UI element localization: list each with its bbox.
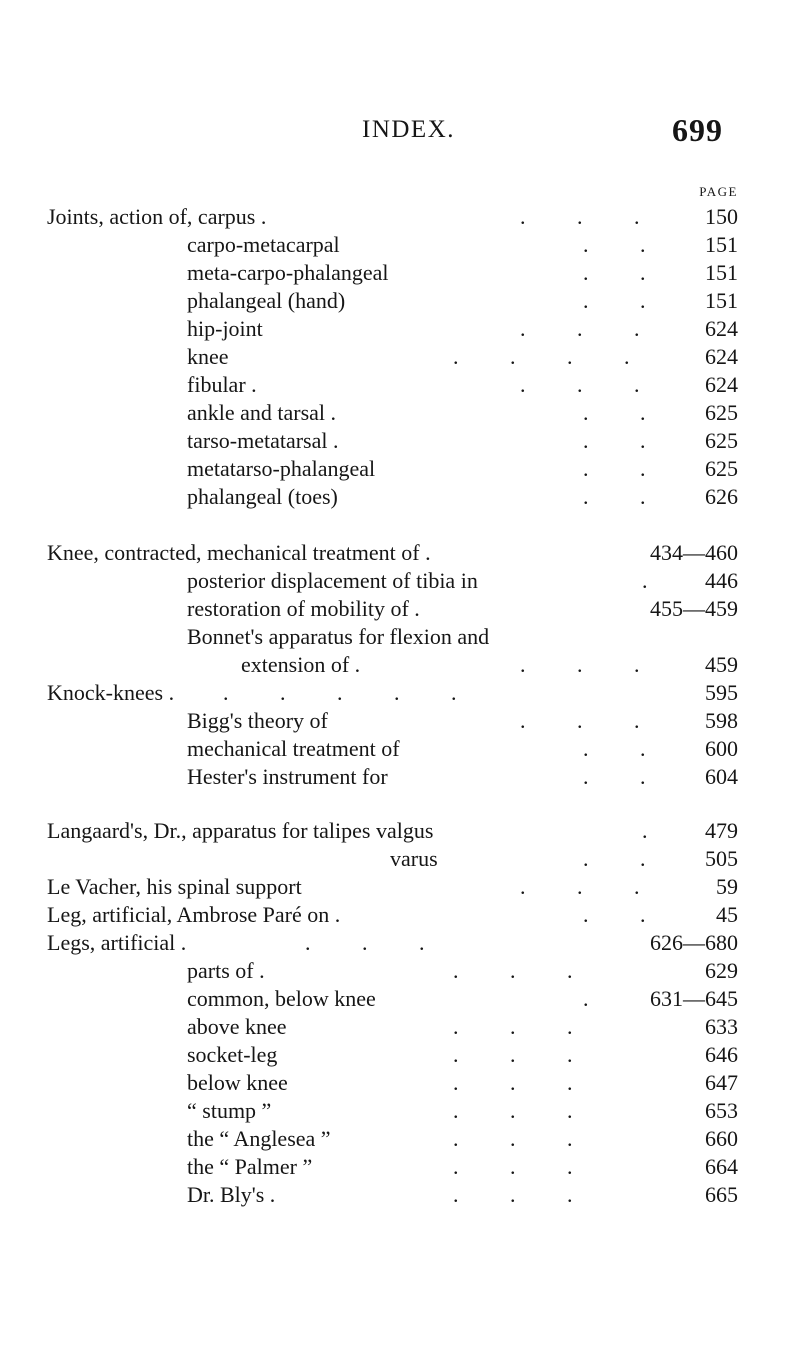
page-reference: 45	[716, 902, 738, 927]
index-entry	[0, 956, 801, 985]
page-number: 699	[672, 112, 723, 148]
index-entry	[0, 202, 801, 231]
entry-heading: socket-leg	[187, 1042, 278, 1067]
entry-heading: parts of .	[187, 958, 265, 983]
index-entry	[0, 928, 801, 957]
dot-leader: . . .	[453, 1042, 573, 1067]
entry-heading: Bonnet's apparatus for flexion and	[187, 624, 490, 649]
dot-leader: . . . . .	[223, 680, 457, 705]
entry-heading: Le Vacher, his spinal support	[47, 874, 302, 899]
dot-leader: . . .	[520, 874, 640, 899]
index-entry	[0, 594, 801, 623]
page-reference: 151	[705, 232, 738, 257]
page-reference: 624	[705, 344, 738, 369]
page-reference: 598	[705, 708, 738, 733]
index-entry	[0, 706, 801, 735]
entry-heading: restoration of mobility of .	[187, 596, 420, 621]
entry-heading: below knee	[187, 1070, 288, 1095]
entry-heading: the “ Anglesea ”	[187, 1126, 331, 1151]
dot-leader: . . .	[453, 1014, 573, 1039]
index-entry	[0, 1096, 801, 1125]
page-reference: 647	[705, 1070, 738, 1095]
entry-heading: Joints, action of, carpus .	[47, 204, 267, 229]
entry-heading: ankle and tarsal .	[187, 400, 337, 425]
dot-leader: . . .	[520, 204, 640, 229]
entry-heading: meta-carpo-phalangeal	[187, 260, 389, 285]
entry-heading: phalangeal (hand)	[187, 288, 346, 313]
index-entry	[0, 314, 801, 343]
page-reference: 624	[705, 372, 738, 397]
index-entry	[0, 762, 801, 791]
page-reference: 479	[705, 818, 738, 843]
dot-leader: . .	[583, 400, 646, 425]
dot-leader: . . .	[520, 652, 640, 677]
page-reference: 150	[705, 204, 738, 229]
entry-heading: tarso-metatarsal .	[187, 428, 339, 453]
entry-heading: above knee	[187, 1014, 287, 1039]
index-entry	[0, 398, 801, 427]
index-entry	[0, 816, 801, 845]
page-reference: 59	[716, 874, 738, 899]
index-entry	[0, 258, 801, 287]
page-reference: 624	[705, 316, 738, 341]
page-reference: 455—459	[650, 596, 738, 621]
dot-leader: . . .	[520, 708, 640, 733]
entry-heading: varus	[390, 846, 438, 871]
index-entry	[0, 230, 801, 259]
index-entry	[0, 1040, 801, 1069]
entry-heading: hip-joint	[187, 316, 263, 341]
page-reference: 653	[705, 1098, 738, 1123]
page-reference: 660	[705, 1126, 738, 1151]
index-entry	[0, 538, 801, 567]
index-entry	[0, 622, 801, 651]
dot-leader: . . .	[453, 1154, 573, 1179]
entry-heading: common, below knee	[187, 986, 376, 1011]
dot-leader: . .	[583, 484, 646, 509]
index-entry	[0, 900, 801, 929]
index-entry	[0, 1152, 801, 1181]
page-reference: 665	[705, 1182, 738, 1207]
page-reference: 446	[705, 568, 738, 593]
index-entry	[0, 370, 801, 399]
page-reference: 459	[705, 652, 738, 677]
dot-leader: . . . .	[453, 344, 630, 369]
index-entry	[0, 1068, 801, 1097]
page-reference: 434—460	[650, 540, 738, 565]
dot-leader: . .	[583, 260, 646, 285]
page-reference: 646	[705, 1042, 738, 1067]
entry-heading: Leg, artificial, Ambrose Paré on .	[47, 902, 341, 927]
index-entry	[0, 872, 801, 901]
page-reference: 633	[705, 1014, 738, 1039]
dot-leader: . . .	[453, 1126, 573, 1151]
page-reference: 625	[705, 428, 738, 453]
dot-leader: . .	[583, 288, 646, 313]
entry-heading: fibular .	[187, 372, 257, 397]
index-entry	[0, 454, 801, 483]
entry-heading: posterior displacement of tibia in	[187, 568, 478, 593]
entry-heading: knee	[187, 344, 229, 369]
index-entry	[0, 734, 801, 763]
index-entry	[0, 342, 801, 371]
dot-leader: . .	[583, 846, 646, 871]
entry-heading: Legs, artificial .	[47, 930, 187, 955]
page-reference: 626—680	[650, 930, 738, 955]
page-reference: 625	[705, 456, 738, 481]
page-reference: 505	[705, 846, 738, 871]
dot-leader: . . .	[453, 958, 573, 983]
page-reference: 626	[705, 484, 738, 509]
page-column-label: PAGE	[699, 184, 738, 199]
entry-heading: metatarso-phalangeal	[187, 456, 376, 481]
entry-heading: the “ Palmer ”	[187, 1154, 313, 1179]
page-reference: 629	[705, 958, 738, 983]
dot-leader: .	[583, 986, 589, 1011]
dot-leader: . .	[583, 736, 646, 761]
dot-leader: . . .	[520, 372, 640, 397]
index-entry	[0, 844, 801, 873]
index-entry	[0, 1012, 801, 1041]
dot-leader: . .	[583, 428, 646, 453]
index-entry	[0, 678, 801, 707]
dot-leader: . . .	[453, 1182, 573, 1207]
dot-leader: . .	[583, 456, 646, 481]
index-entry	[0, 984, 801, 1013]
dot-leader: . . .	[453, 1070, 573, 1095]
entry-heading: Dr. Bly's .	[187, 1182, 276, 1207]
dot-leader: . .	[583, 764, 646, 789]
index-entry	[0, 482, 801, 511]
index-entry	[0, 426, 801, 455]
dot-leader: . .	[583, 232, 646, 257]
entry-heading: “ stump ”	[187, 1098, 272, 1123]
dot-leader: . . .	[305, 930, 425, 955]
dot-leader: . .	[583, 902, 646, 927]
entry-heading: Langaard's, Dr., apparatus for talipes valgus	[47, 818, 434, 843]
entry-heading: extension of .	[241, 652, 361, 677]
dot-leader: .	[642, 818, 648, 843]
index-entry	[0, 650, 801, 679]
page-reference: 631—645	[650, 986, 738, 1011]
page-reference: 664	[705, 1154, 738, 1179]
page-reference: 151	[705, 260, 738, 285]
page-reference: 625	[705, 400, 738, 425]
dot-leader: . . .	[453, 1098, 573, 1123]
index-entry	[0, 286, 801, 315]
running-title: INDEX.	[362, 116, 456, 143]
index-entry	[0, 1124, 801, 1153]
index-entry	[0, 566, 801, 595]
entry-heading: Knock-knees .	[47, 680, 175, 705]
index-entry	[0, 1180, 801, 1209]
entry-heading: mechanical treatment of	[187, 736, 400, 761]
page-reference: 151	[705, 288, 738, 313]
dot-leader: . . .	[520, 316, 640, 341]
entry-heading: Knee, contracted, mechanical treatment of .	[47, 540, 431, 565]
entry-heading: Hester's instrument for	[187, 764, 388, 789]
page-reference: 595	[705, 680, 738, 705]
entry-heading: carpo-metacarpal	[187, 232, 340, 257]
entry-heading: phalangeal (toes)	[187, 484, 338, 509]
dot-leader: .	[642, 568, 648, 593]
page-reference: 600	[705, 736, 738, 761]
entry-heading: Bigg's theory of	[187, 708, 328, 733]
page-reference: 604	[705, 764, 738, 789]
